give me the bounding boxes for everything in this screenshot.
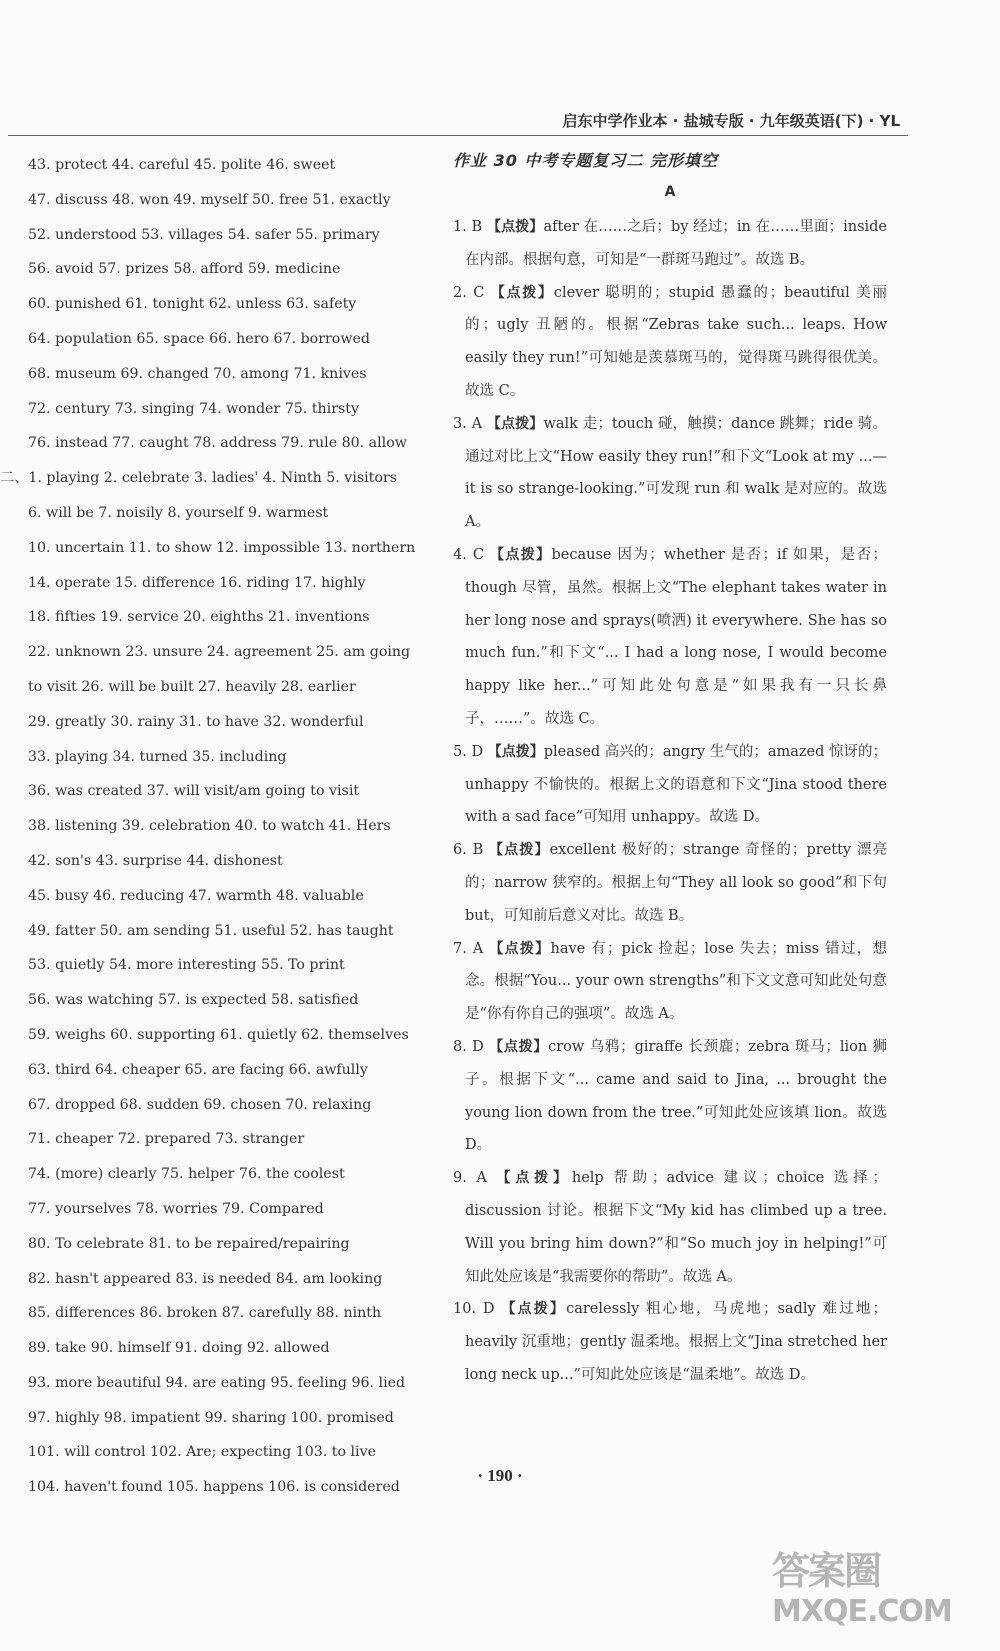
cloze-answers — [453, 211, 887, 1392]
hint-tag: 【点拨】 — [489, 842, 550, 859]
answer-line: 80. To celebrate 81. to be repaired/repairing — [28, 1235, 350, 1252]
hint-tag: 【点拨】 — [489, 1038, 549, 1055]
answer-line: 52. understood 53. villages 54. safer 55. primary — [28, 226, 380, 243]
answer-item — [453, 211, 887, 277]
answer-line: 64. population 65. space 66. hero 67. borrowed — [28, 330, 370, 347]
answer-number: 3. A — [453, 415, 483, 432]
homework-30-section — [453, 145, 887, 1392]
answer-line: 6. will be 7. noisily 8. yourself 9. warmest — [28, 504, 329, 521]
answer-line: 56. was watching 57. is expected 58. satisfied — [28, 992, 359, 1009]
answer-explanation: because 因为；whether 是否；if 如果，是否；though 尽管，虽然。根据上文“The elephant takes water in her long nose and sprays(喷洒) it everywhere. She has so much fun.”和下文“... I had a long nose, I would become happy like her...”可知此处句意是“如果我有一只长鼻子，……”。故选 C。 — [465, 546, 887, 727]
answer-line: 22. unknown 23. unsure 24. agreement 25. am going — [28, 644, 411, 661]
answer-line: 89. take 90. himself 91. doing 92. allowed — [28, 1340, 330, 1357]
answer-explanation: after 在……之后；by 经过；in 在……里面；inside 在内部。根据句意，可知是“一群斑马跑过”。故选 B。 — [465, 219, 888, 268]
answer-line: 33. playing 34. turned 35. including — [28, 748, 287, 765]
answer-line: 56. avoid 57. prizes 58. afford 59. medicine — [28, 261, 341, 278]
answer-line: 43. protect 44. careful 45. polite 46. sweet — [28, 157, 336, 173]
answer-explanation: crow 乌鸦；giraffe 长颈鹿；zebra 斑马；lion 狮子。根据下文“... came and said to Jina, ... brought the young lion down from the tree.”可知此处应该填 lion。故选 D。 — [465, 1038, 888, 1154]
answer-item — [453, 539, 887, 736]
answer-line: 63. third 64. cheaper 65. are facing 66. awfully — [28, 1061, 368, 1078]
answer-line: 45. busy 46. reducing 47. warmth 48. valuable — [28, 887, 364, 904]
answer-line: 93. more beautiful 94. are eating 95. feeling 96. lied — [28, 1374, 406, 1391]
watermark-text-cn: 答案圈 — [772, 1549, 881, 1593]
answer-explanation: help 帮助；advice 建议；choice 选择；discussion 讨论。根据下文“My kid has climbed up a tree. Will you bring him down?”和“So much joy in helping!”可知此处应该是“我需要你的帮助”。故选 A。 — [465, 1170, 888, 1285]
answer-item — [453, 736, 887, 834]
answer-line: 68. museum 69. changed 70. among 71. knives — [28, 365, 367, 382]
hint-tag: 【点拨】 — [501, 1301, 567, 1318]
answer-line: 60. punished 61. tonight 62. unless 63. safety — [28, 296, 357, 313]
answer-line: 76. instead 77. caught 78. address 79. rule 80. allow — [28, 435, 407, 452]
answer-number: 6. B — [453, 842, 484, 859]
answer-list-left — [0, 148, 440, 1505]
answer-number: 7. A — [453, 940, 484, 957]
answer-line: 72. century 73. singing 74. wonder 75. thirsty — [28, 400, 359, 417]
answer-line: 10. uncertain 11. to show 12. impossible 13. northern — [28, 539, 416, 556]
answer-line: 101. will control 102. Are; expecting 103. to live — [28, 1444, 377, 1461]
answer-line: 97. highly 98. impatient 99. sharing 100. promised — [28, 1409, 394, 1426]
hint-tag: 【点拨】 — [487, 743, 544, 760]
answer-line: 42. son's 43. surprise 44. dishonest — [28, 852, 283, 869]
hint-tag: 【点拨】 — [496, 1170, 572, 1187]
answer-number: 4. C — [453, 546, 484, 563]
answer-number: 10. D — [453, 1301, 495, 1318]
answer-explanation: pleased 高兴的；angry 生气的；amazed 惊讶的；unhappy 不愉快的。根据上文的语意和下文“Jina stood there with a sad face”可知用 unhappy。故选 D。 — [465, 743, 888, 826]
answer-item — [453, 408, 887, 539]
answer-line: 74. (more) clearly 75. helper 76. the coolest — [28, 1166, 345, 1183]
answer-line: 77. yourselves 78. worries 79. Compared — [28, 1200, 324, 1217]
hint-tag: 【点拨】 — [486, 415, 544, 432]
answer-item — [453, 1031, 887, 1162]
answer-line: 47. discuss 48. won 49. myself 50. free 51. exactly — [28, 191, 391, 208]
answer-line: 14. operate 15. difference 16. riding 17. highly — [28, 574, 366, 591]
answer-line: 二、1. playing 2. celebrate 3. ladies' 4. Ninth 5. visitors — [0, 470, 397, 487]
answer-line: 49. fatter 50. am sending 51. useful 52. has taught — [28, 922, 394, 939]
answer-item — [453, 933, 887, 1031]
header-title: 启东中学作业本 · 盐城专版 · 九年级英语(下) · YL — [562, 112, 900, 130]
homework-title: 作业 30 中考专题复习二 完形填空 — [453, 151, 718, 170]
answer-line: 85. differences 86. broken 87. carefully 88. ninth — [28, 1305, 382, 1322]
answer-number: 5. D — [453, 743, 484, 760]
answer-line: 59. weighs 60. supporting 61. quietly 62. themselves — [28, 1026, 409, 1043]
answer-line: 67. dropped 68. sudden 69. chosen 70. relaxing — [28, 1096, 372, 1113]
answer-item — [453, 1293, 887, 1391]
answer-line: 38. listening 39. celebration 40. to watch 41. Hers — [28, 818, 391, 835]
answer-item — [453, 1162, 887, 1293]
hint-tag: 【点拨】 — [489, 546, 552, 563]
hint-tag: 【点拨】 — [489, 940, 551, 957]
answer-line: 104. haven't found 105. happens 106. is considered — [28, 1479, 400, 1496]
answer-number: 1. B — [453, 219, 483, 235]
answer-line: 82. hasn't appeared 83. is needed 84. am looking — [28, 1270, 383, 1287]
answer-item — [453, 277, 887, 408]
watermark-text-en: MXQE.COM — [772, 1594, 952, 1629]
answer-number: 8. D — [453, 1038, 484, 1055]
answer-line: 18. fifties 19. service 20. eighths 21. inventions — [28, 609, 370, 626]
hint-tag: 【点拨】 — [486, 219, 544, 235]
answer-explanation: carelessly 粗心地，马虎地；sadly 难过地；heavily 沉重地；gently 温柔地。根据上文“Jina stretched her long neck up...”可知此处应该是“温柔地”。故选 D。 — [465, 1301, 888, 1383]
answer-explanation: walk 走；touch 碰，触摸；dance 跳舞；ride 骑。通过对比上文“How easily they run!”和下文“Look at my ...—it is so strange-looking.”可发现 run 和 walk 是对应的。故选 A。 — [465, 415, 888, 531]
answer-line: to visit 26. will be built 27. heavily 28. earlier — [28, 678, 356, 695]
answer-line: 53. quietly 54. more interesting 55. To print — [28, 957, 345, 974]
watermark-logo — [772, 1546, 962, 1646]
answer-explanation: have 有；pick 捡起；lose 失去；miss 错过，想念。根据“You... your own strengths”和下文文意可知此处句意是“你有你自己的强项”。故选 A。 — [465, 940, 888, 1023]
answer-number: 2. C — [453, 284, 485, 301]
answer-line: 36. was created 37. will visit/am going to visit — [28, 783, 360, 800]
page-number: · 190 · — [477, 1466, 523, 1485]
section-label: A — [664, 184, 676, 200]
header-divider — [8, 135, 908, 136]
answer-line: 71. cheaper 72. prepared 73. stranger — [28, 1131, 305, 1148]
answer-explanation: excellent 极好的；strange 奇怪的；pretty 漂亮的；narrow 狭窄的。根据上句“They all look so good”和下句 but，可知前后意义对比。故选 B。 — [465, 842, 888, 924]
answer-explanation: clever 聪明的；stupid 愚蠢的；beautiful 美丽的；ugly 丑陋的。根据“Zebras take such... leaps. How easily they run!”可知她是羡慕斑马的，觉得斑马跳得很优美。故选 C。 — [465, 284, 887, 399]
answer-number: 9. A — [453, 1170, 487, 1187]
answer-item — [453, 834, 887, 932]
answer-line: 29. greatly 30. rainy 31. to have 32. wonderful — [28, 713, 364, 730]
hint-tag: 【点拨】 — [490, 284, 554, 301]
